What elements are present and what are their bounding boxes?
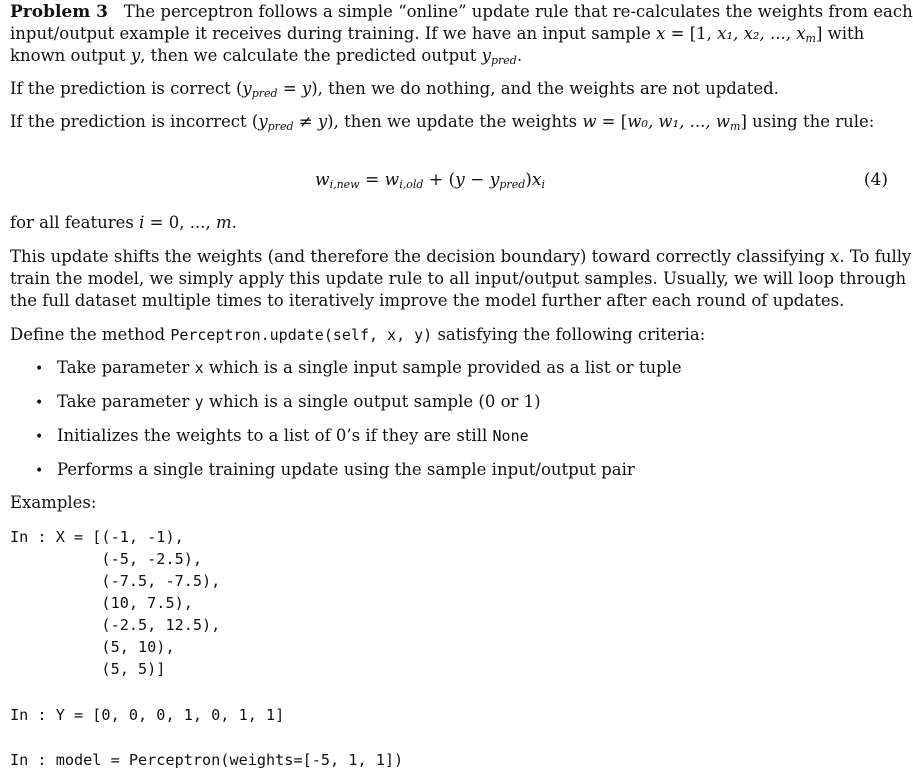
criteria-code: x	[194, 359, 204, 377]
math-eq: =	[359, 170, 385, 190]
incorrect-text-b: ), then we update the weights	[327, 112, 583, 131]
math-ypred: y	[481, 46, 491, 65]
math-w: w	[384, 170, 400, 190]
criteria-text: which is a single input sample provided as a list or tuple	[203, 358, 682, 377]
code-line: (10, 7.5),	[10, 594, 193, 612]
math-y: y	[455, 170, 465, 190]
math-sub-m: m	[805, 32, 816, 45]
criteria-item	[57, 460, 635, 479]
bullet-dot: •	[35, 429, 44, 445]
shift-text-1a: This update shifts the weights (and therefore the decision boundary) toward correctly classifying	[10, 247, 831, 266]
math-x: x	[656, 24, 666, 43]
problem-label: Problem 3	[10, 2, 108, 22]
math-eq: = [	[596, 112, 628, 131]
math-x: x	[531, 170, 542, 190]
correct-case-line	[10, 79, 779, 100]
correct-text-b: ), then we do nothing, and the weights are not updated.	[311, 79, 779, 98]
code-line: In : Y = [0, 0, 0, 1, 0, 1, 1]	[10, 706, 285, 724]
math-w: w	[582, 112, 597, 131]
code-line: (-2.5, 12.5),	[10, 616, 221, 634]
math-y: y	[317, 112, 328, 131]
shift-text-1b: . To fully	[839, 247, 912, 266]
shift-para-line-1	[10, 247, 911, 266]
math-close: )	[525, 170, 532, 190]
math-eq: =	[277, 79, 302, 98]
equation-number: (4)	[863, 170, 888, 190]
math-neq: ≠	[293, 112, 318, 131]
intro-text-3b: , then we calculate the predicted output	[140, 46, 482, 65]
math-sub-i: i	[541, 178, 546, 191]
criteria-text: Performs a single training update using the sample input/output pair	[57, 460, 635, 479]
criteria-text: Take parameter	[57, 358, 195, 377]
define-text-b: satisfying the following criteria:	[432, 325, 706, 344]
intro-text-1: The perceptron follows a simple “online” update rule that re-calculates the weights from each	[123, 2, 913, 21]
shift-para-line-2: train the model, we simply apply this update rule to all input/output samples. Usually, we will loop through	[10, 269, 907, 288]
incorrect-case-line	[10, 112, 874, 133]
equation-body	[315, 170, 545, 191]
criteria-item	[57, 426, 529, 445]
code-line: (5, 5)]	[10, 660, 166, 678]
math-plus: + (	[423, 170, 456, 190]
bullet-dot: •	[35, 395, 44, 411]
math-sub-m: m	[730, 120, 741, 133]
incorrect-text-a: If the prediction is incorrect (	[10, 112, 259, 131]
intro-text-3: known output	[10, 46, 131, 65]
incorrect-text-c: ] using the rule:	[740, 112, 875, 131]
math-y: y	[130, 46, 141, 65]
shift-para-line-3: the full dataset multiple times to iteratively improve the model further after each round of updates.	[10, 291, 845, 310]
math-y: y	[258, 112, 268, 131]
code-line: (5, 10),	[10, 638, 175, 656]
problem-intro-line-2	[10, 24, 864, 45]
criteria-item	[57, 358, 682, 377]
bullet-dot: •	[35, 463, 44, 479]
code-line: (-7.5, -7.5),	[10, 572, 221, 590]
intro-text-2: input/output example it receives during training. If we have an input sample	[10, 24, 657, 43]
correct-text-a: If the prediction is correct (	[10, 79, 243, 98]
math-sub-i-old: i,old	[399, 178, 424, 191]
for-all-features-line	[10, 213, 237, 232]
math-sub-pred: pred	[499, 178, 526, 191]
criteria-text: which is a single output sample (0 or 1)	[203, 392, 541, 411]
method-signature: Perceptron.update(self, x, y)	[170, 326, 433, 344]
define-method-line	[10, 325, 705, 344]
math-w-vector: w₀, w₁, ..., w	[627, 112, 731, 131]
code-line: In : X = [(-1, -1),	[10, 528, 184, 546]
math-i: i	[139, 213, 145, 232]
math-sub-pred: pred	[267, 120, 294, 133]
math-vector: x₁, x₂, ..., x	[717, 24, 806, 43]
math-x: x	[830, 247, 840, 266]
for-all-range: = 0, ...,	[144, 213, 216, 232]
criteria-code: None	[492, 427, 529, 445]
problem-intro-line-1	[10, 2, 913, 22]
intro-text-3-end: .	[516, 46, 523, 65]
math-sub-i-new: i,new	[329, 178, 360, 191]
math-m: m	[215, 213, 232, 232]
code-line: In : model = Perceptron(weights=[-5, 1, 1])	[10, 751, 404, 769]
math-sub-pred: pred	[251, 87, 278, 100]
examples-label: Examples:	[10, 493, 97, 512]
for-all-end: .	[231, 213, 237, 232]
math-ypred: y	[489, 170, 500, 190]
criteria-code: y	[194, 393, 204, 411]
math-y: y	[242, 79, 252, 98]
math-sub-pred: pred	[490, 54, 517, 67]
problem-intro-line-3	[10, 46, 522, 67]
criteria-text: Initializes the weights to a list of 0’s if they are still	[57, 426, 493, 445]
math-eq: = [1,	[665, 24, 718, 43]
math-w: w	[315, 170, 330, 190]
bullet-dot: •	[35, 361, 44, 377]
math-y: y	[301, 79, 312, 98]
define-text-a: Define the method	[10, 325, 171, 344]
criteria-item	[57, 392, 541, 411]
math-minus: −	[464, 170, 490, 190]
intro-text-2-end: ] with	[815, 24, 865, 43]
for-all-text: for all features	[10, 213, 140, 232]
code-line: (-5, -2.5),	[10, 550, 203, 568]
criteria-text: Take parameter	[57, 392, 195, 411]
